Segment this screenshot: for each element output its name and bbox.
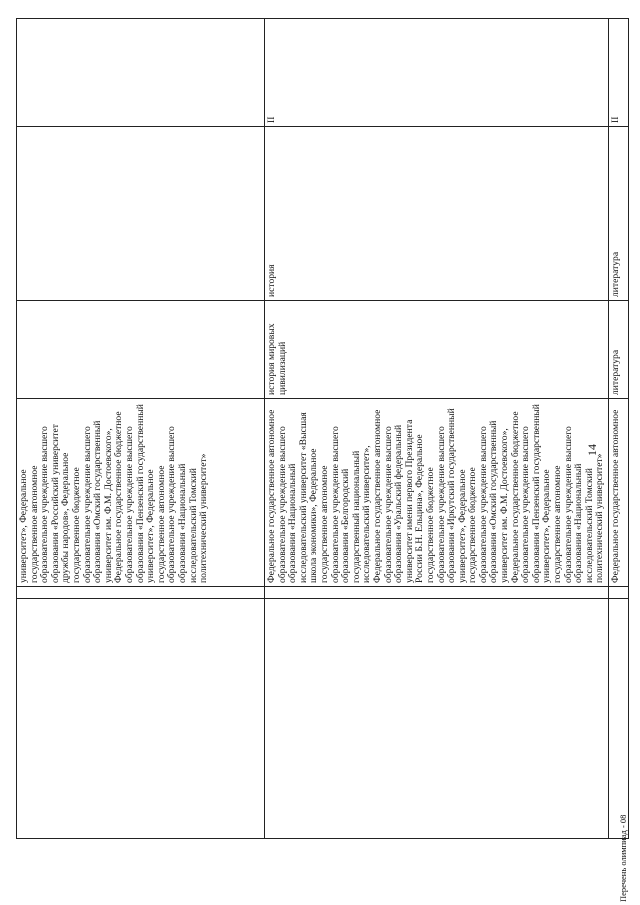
profile-cell: литература xyxy=(609,301,629,399)
level-cell: II xyxy=(609,19,629,127)
footer-note: Перечень олимпиад - 08 xyxy=(618,814,628,902)
table-row xyxy=(17,19,265,839)
level-cell xyxy=(17,19,265,127)
organizers-text: Федеральное государственное автономное xyxy=(610,409,621,583)
row-number-cell xyxy=(17,587,265,599)
olympiad-name-cell xyxy=(609,599,629,839)
level-cell: II xyxy=(265,19,609,127)
profile-cell: история мировых цивилизаций xyxy=(265,301,609,399)
organizers-text: университет», Федеральное государственное автономное образовательное учреждение высшего образования «Российский университет дружбы народов», Федеральное государственное бюджетное образовательное учреждение высшего образования «Омский государственный университет им. Ф.М. Достоевского», Федеральное государственное бюджетное образовательное учреждение высшего образования «Пензенский государственный университет», Федеральное государственное автономное образовательное учреждение высшего образования «Национальный исследовательский Томский политехнический университет» xyxy=(18,404,210,583)
profile-cell xyxy=(17,301,265,399)
subject-cell xyxy=(17,127,265,301)
organizers-cell xyxy=(609,399,629,587)
subject-cell: история xyxy=(265,127,609,301)
olympiad-name-cell xyxy=(265,599,609,839)
row-number-cell xyxy=(609,587,629,599)
subject-cell: литература xyxy=(609,127,629,301)
table-row xyxy=(265,19,609,839)
organizers-cell xyxy=(17,399,265,587)
organizers-text: Федеральное государственное автономное образовательное учреждение высшего образования «Национальный исследовательский университет «Высшая школа экономики», Федеральное государственное автономное образовательное учреждение высшего образования «Белгородский государственный национальный исследовательский университет», Федеральное государственное автономное образовательное учреждение высшего образования «Уральский федеральный университет имени первого Президента России Б.Н. Ельцина», Федеральное государственное бюджетное образовательное учреждение высшего образования «Иркутский государственный университет», Федеральное государственное бюджетное образовательное учреждение высшего образования «Омский государственный университет им. Ф.М. Достоевского», Федеральное государственное бюджетное образовательное учреждение высшего образования «Пензенский государственный университет», Федеральное государственное автономное образовательное учреждение высшего образования «Национальный исследовательский Томский политехнический университет» xyxy=(266,404,606,583)
page-number: 14 xyxy=(585,444,599,456)
row-number-cell xyxy=(265,587,609,599)
table-row xyxy=(609,19,629,839)
olympiad-table xyxy=(16,18,629,839)
organizers-cell xyxy=(265,399,609,587)
olympiad-name-cell xyxy=(17,599,265,839)
